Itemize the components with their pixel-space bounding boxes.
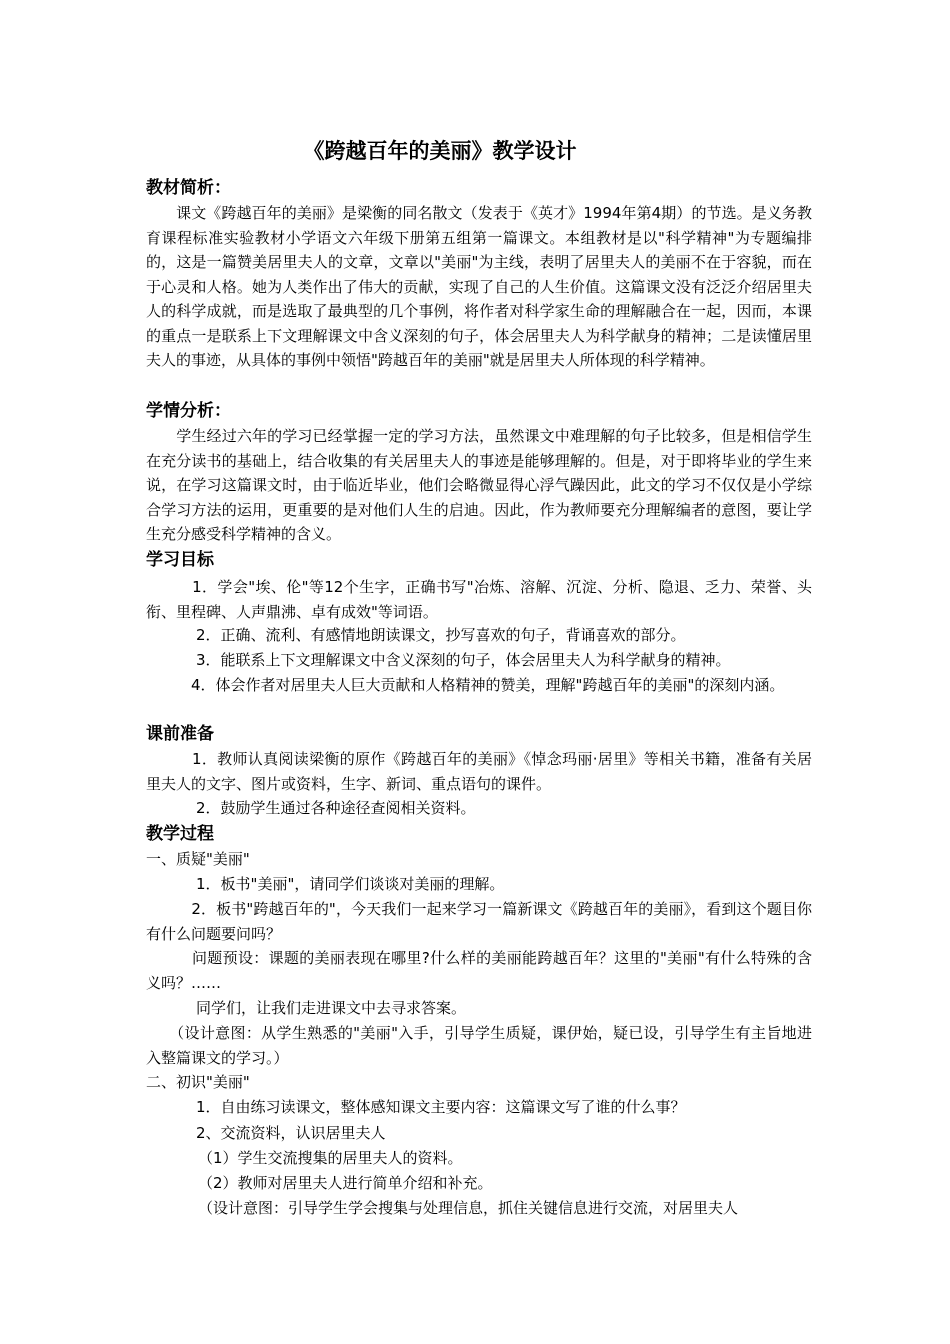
process-part1-step2: 2．板书"跨越百年的"，今天我们一起来学习一篇新课文《跨越百年的美丽》，看到这个题目你有什么问题要问吗？ — [146, 900, 812, 943]
heading-learning-goals: 学习目标 — [146, 550, 214, 570]
learning-goal-1: 1．学会"埃、伦"等12个生字，正确书写"冶炼、溶解、沉淀、分析、隐退、乏力、荣誉、头衔、里程碑、人声鼎沸、卓有成效"等词语。 — [146, 578, 812, 621]
process-part2-intent: （设计意图：引导学生学会搜集与处理信息，抓住关键信息进行交流，对居里夫人 — [198, 1199, 739, 1217]
process-part2-title: 二、初识"美丽" — [146, 1073, 250, 1091]
process-part2-sub2: （2）教师对居里夫人进行简单介绍和补充。 — [198, 1174, 493, 1192]
student-analysis-text: 学生经过六年的学习已经掌握一定的学习方法，虽然课文中难理解的句子比较多，但是相信学生在充分读书的基础上，结合收集的有关居里夫人的事迹是能够理解的。但是，对于即将毕业的学生来说，在学习这篇课文时，由于临近毕业，他们会略微显得心浮气躁因此，此文的学习不仅仅是小学综合学习方法的运用，更重要的是对他们人生的启迪。因此，作为教师要充分理解编者的意图，要让学生充分感受科学精神的含义。 — [146, 427, 812, 543]
learning-goal-2: 2．正确、流利、有感情地朗读课文，抄写喜欢的句子，背诵喜欢的部分。 — [196, 626, 686, 644]
process-part1-intent: （设计意图：从学生熟悉的"美丽"入手，引导学生质疑，课伊始，疑已设，引导学生有主旨地进入整篇课文的学习。） — [146, 1024, 812, 1067]
heading-teaching-process: 教学过程 — [146, 824, 214, 844]
process-part1-step1: 1．板书"美丽"，请同学们谈谈对美丽的理解。 — [196, 875, 505, 893]
document-title: 《跨越百年的美丽》教学设计 — [303, 139, 577, 163]
process-part1-lead: 同学们，让我们走进课文中去寻求答案。 — [196, 999, 467, 1017]
process-part2-step2: 2、交流资料，认识居里夫人 — [196, 1124, 386, 1142]
process-part2-sub1: （1）学生交流搜集的居里夫人的资料。 — [198, 1149, 463, 1167]
learning-goal-4: 4．体会作者对居里夫人巨大贡献和人格精神的赞美，理解"跨越百年的美丽"的深刻内涵。 — [146, 676, 785, 694]
preparation-item-1: 1．教师认真阅读梁衡的原作《跨越百年的美丽》《悼念玛丽·居里》等相关书籍，准备有关居里夫人的文字、图片或资料，生字、新词、重点语句的课件。 — [146, 750, 812, 793]
process-part2-step1: 1．自由练习读课文，整体感知课文主要内容：这篇课文写了谁的什么事？ — [196, 1098, 686, 1116]
heading-material-analysis: 教材简析： — [146, 178, 231, 198]
process-part1-preset: 问题预设：课题的美丽表现在哪里?什么样的美丽能跨越百年？这里的"美丽"有什么特殊的含义吗？…… — [146, 949, 812, 992]
process-part1-title: 一、质疑"美丽" — [146, 850, 250, 868]
learning-goal-3: 3．能联系上下文理解课文中含义深刻的句子，体会居里夫人为科学献身的精神。 — [196, 651, 731, 669]
preparation-item-2: 2．鼓励学生通过各种途径查阅相关资料。 — [196, 799, 476, 817]
heading-preparation: 课前准备 — [146, 724, 214, 744]
material-analysis-text: 课文《跨越百年的美丽》是梁衡的同名散文（发表于《英才》1994年第4期）的节选。是义务教育课程标准实验教材小学语文六年级下册第五组第一篇课文。本组教材是以"科学精神"为专题编排的，这是一篇赞美居里夫人的文章，文章以"美丽"为主线，表明了居里夫人的美丽不在于容貌，而在于心灵和人格。她为人类作出了伟大的贡献，实现了自己的人生价值。这篇课文没有泛泛介绍居里夫人的科学成就，而是选取了最典型的几个事例，将作者对科学家生命的理解融合在一起，因而，本课的重点一是联系上下文理解课文中含义深刻的句子，体会居里夫人为科学献身的精神；二是读懂居里夫人的事迹，从具体的事例中领悟"跨越百年的美丽"就是居里夫人所体现的科学精神。 — [146, 204, 812, 369]
heading-student-analysis: 学情分析： — [146, 401, 231, 421]
